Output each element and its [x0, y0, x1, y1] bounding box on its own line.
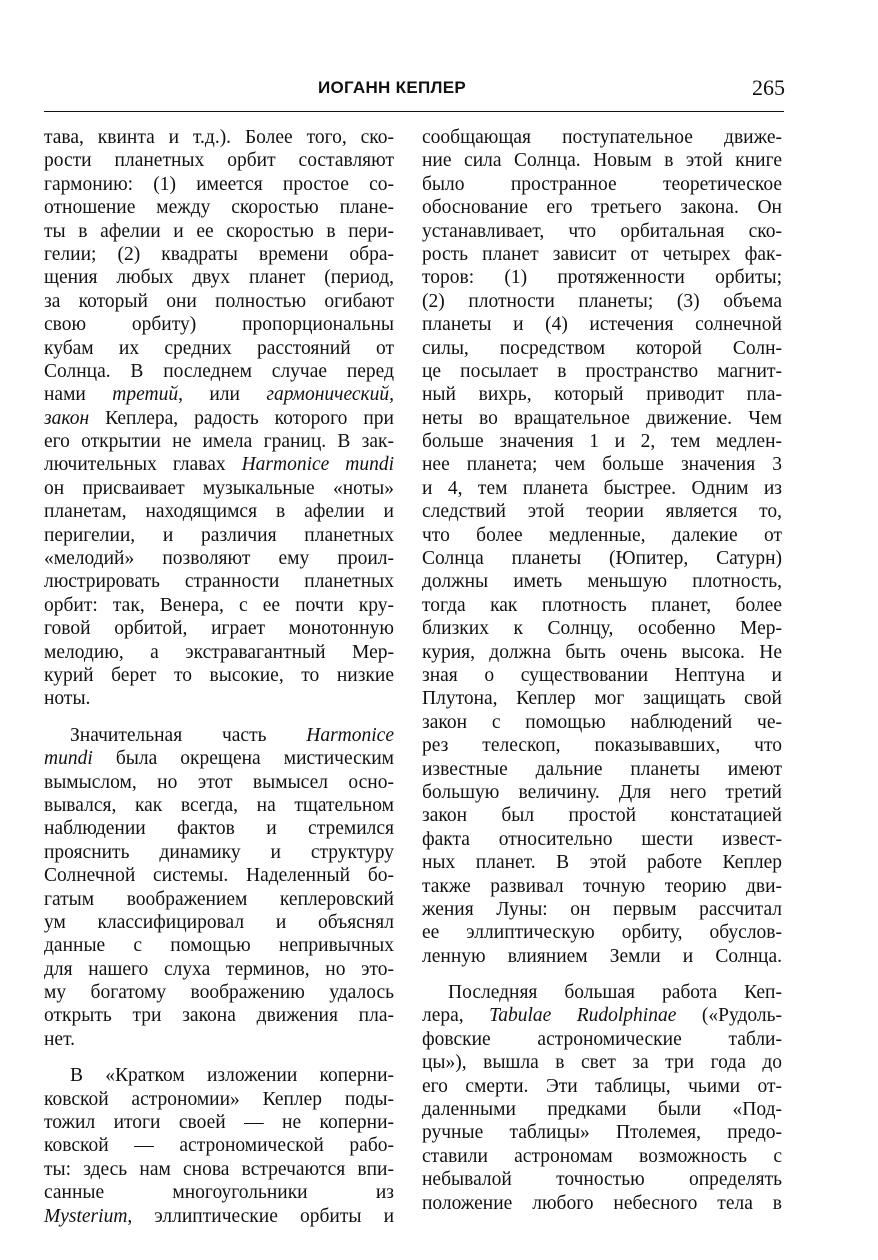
text-line: Последняя большая работа Кеп- [448, 982, 782, 1004]
text-line: орбит: так, Венера, с ее почти кру- [44, 594, 394, 616]
text-line: цы»), вышла в свет за три года до [422, 1052, 782, 1074]
text-line: ставили астрономам возможность с [422, 1145, 782, 1167]
text-line: це посылает в пространство магнит- [422, 360, 782, 382]
text-line: отношение между скоростью плане- [44, 197, 394, 219]
text-line: кубам их средних расстояний от [44, 337, 394, 359]
text-line: неты во вращательное движение. Чем [422, 407, 782, 429]
header-divider [44, 111, 784, 112]
text-span: нами [44, 384, 113, 406]
text-line: гелии; (2) квадраты времени обра- [44, 243, 394, 265]
text-line: ты в афелии и ее скоростью в пери- [44, 220, 394, 242]
text-line: ты: здесь нам снова встречаются впи- [44, 1158, 394, 1180]
book-title: mundi [44, 748, 93, 770]
text-line: закон был простой констатацией [422, 805, 782, 827]
text-span: была окрещена мистическим [92, 748, 394, 770]
text-line: больше значения 1 и 2, тем медлен- [422, 431, 782, 453]
text-line: (2) плотности планеты; (3) объема [422, 290, 782, 312]
paragraph [44, 1064, 394, 1228]
text-line: его смерти. Эти таблицы, чьими от- [422, 1075, 782, 1097]
text-line: Солнечной системы. Наделенный бо- [44, 865, 394, 887]
book-title: Harmonice [306, 724, 394, 746]
text-line: следствий этой теории является то, [422, 501, 782, 523]
text-line: большую величину. Для него третий [422, 781, 782, 803]
text-line: прояснить динамику и структуру [44, 841, 394, 863]
text-line: его открытии не имела границ. В зак- [44, 431, 394, 453]
right-column [422, 126, 782, 1215]
text-line: санные многоугольники из [44, 1182, 394, 1204]
text-line: ковской — астрономической рабо- [44, 1135, 394, 1157]
text-line: торов: (1) протяженности орбиты; [422, 267, 782, 289]
text-line: жения Луны: он первым рассчитал [422, 898, 782, 920]
text-line: мелодию, а экстравагантный Мер- [44, 641, 394, 663]
text-line: открыть три закона движения пла- [44, 1005, 394, 1027]
text-line: данные с помощью непривычных [44, 935, 394, 957]
text-line: сообщающая поступательное движе- [422, 127, 782, 148]
text-line [44, 724, 394, 747]
text-line: положение любого небесного тела в [422, 1192, 782, 1214]
text-line: ее эллиптическую орбиту, обуслов- [422, 922, 782, 944]
text-line: тожил итоги своей — не коперни- [44, 1112, 394, 1134]
text-line [44, 407, 394, 430]
text-line: курия, должна быть очень высока. Не [422, 641, 782, 663]
text-line: обоснование его третьего закона. Он [422, 197, 782, 219]
emphasis-text: третий [112, 384, 179, 406]
text-line: наблюдении фактов и стремился [44, 818, 394, 840]
text-line: нет. [44, 1028, 76, 1050]
text-line: вывался, как всегда, на тщательном [44, 794, 394, 816]
text-line: факта относительно шести извест- [422, 828, 782, 850]
text-line [44, 453, 394, 476]
text-line: гатым воображением кеплеровский [44, 888, 394, 910]
text-line: ковской астрономии» Кеплер поды- [44, 1088, 394, 1110]
text-line: тогда как плотность планет, более [422, 594, 782, 616]
text-line: ручные таблицы» Птолемея, предо- [422, 1122, 782, 1144]
text-line: «мелодий» позволяют ему проил- [44, 548, 394, 570]
text-line: должны иметь меньшую плотность, [422, 571, 782, 593]
text-span: , или [178, 384, 267, 406]
text-line: силы, посредством которой Солн- [422, 337, 782, 359]
text-line: люстрировать странности планетных [44, 571, 394, 593]
running-title: ИОГАНН КЕПЛЕР [318, 78, 467, 97]
text-line: перигелии, и различия планетных [44, 524, 394, 546]
text-span: лера, [422, 1005, 490, 1027]
text-line: рость планет зависит от четырех фак- [422, 243, 782, 265]
text-line [44, 747, 394, 770]
text-line: Солнца планеты (Юпитер, Сатурн) [422, 548, 782, 570]
text-line: ный вихрь, который приводит пла- [422, 384, 782, 406]
text-line: планетам, находящимся в афелии и [44, 501, 394, 523]
text-span: («Рудоль- [676, 1005, 782, 1027]
paragraph [422, 126, 782, 968]
text-line: нее планета; чем больше значения 3 [422, 454, 782, 476]
book-title: Harmonice mundi [241, 454, 395, 476]
text-line: Солнца. В последнем случае перед [44, 360, 394, 382]
text-line: устанавливает, что орбитальная ско- [422, 220, 782, 242]
text-line: свою орбиту) пропорциональны [44, 314, 394, 336]
text-line [44, 383, 394, 406]
text-line: ленную влиянием Земли и Солнца. [422, 945, 782, 967]
text-line: для нашего слуха терминов, но это- [44, 958, 394, 980]
text-span: , эллиптические орбиты и [127, 1205, 394, 1227]
text-line: небывалой точностью определять [422, 1169, 782, 1191]
text-line: курий берет то высокие, то низкие [44, 664, 394, 686]
book-title: Mysterium [44, 1205, 128, 1227]
left-column [44, 126, 394, 1228]
text-line [422, 1004, 782, 1027]
text-line: В «Кратком изложении коперни- [70, 1065, 394, 1087]
text-line: известные дальние планеты имеют [422, 758, 782, 780]
text-line: закон с помощью наблюдений че- [422, 711, 782, 733]
text-line: говой орбитой, играет монотонную [44, 618, 394, 640]
paragraph [422, 981, 782, 1215]
text-line: планеты и (4) истечения солнечной [422, 314, 782, 336]
book-title: Tabulae Rudolphinae [489, 1005, 677, 1027]
emphasis-text: гармонический, [266, 384, 394, 406]
emphasis-text: закон [44, 407, 90, 429]
text-span: Кеплера, радость которого при [89, 407, 394, 429]
text-line: рез телескоп, показывавших, что [422, 735, 782, 757]
text-line: Плутона, Кеплер мог защищать свой [422, 688, 782, 710]
text-line: рости планетных орбит составляют [44, 150, 394, 172]
text-line: му богатому воображению удалось [44, 982, 394, 1004]
text-span: Значительная часть [70, 724, 307, 746]
paragraph [44, 126, 394, 711]
text-line: зная о существовании Нептуна и [422, 664, 782, 686]
text-line [44, 1205, 394, 1228]
text-span: лючительных главах [44, 454, 242, 476]
text-line: и 4, тем планета быстрее. Одним из [422, 477, 782, 499]
text-line: ние сила Солнца. Новым в этой книге [422, 150, 782, 172]
text-line: тава, квинта и т.д.). Более того, ско- [44, 127, 394, 148]
text-line: было пространное теоретическое [422, 173, 782, 195]
text-line: ноты. [44, 688, 91, 710]
paragraph [44, 724, 394, 1051]
text-line: вымыслом, но этот вымысел осно- [44, 771, 394, 793]
text-line: щения любых двух планет (период, [44, 267, 394, 289]
text-line: гармонию: (1) имеется простое со- [44, 173, 394, 195]
page-number: 265 [752, 75, 785, 100]
text-line: близких к Солнцу, особенно Мер- [422, 618, 782, 640]
text-line: ных планет. В этой работе Кеплер [422, 852, 782, 874]
text-line: также развивал точную теорию дви- [422, 875, 782, 897]
text-line: фовские астрономические табли- [422, 1028, 782, 1050]
text-line: он присваивает музыкальные «ноты» [44, 477, 394, 499]
text-line: за который они полностью огибают [44, 290, 394, 312]
text-line: ум классифицировал и объяснял [44, 911, 394, 933]
text-line: что более медленные, далекие от [422, 524, 782, 546]
text-line: даленными предками были «Под- [422, 1099, 782, 1121]
